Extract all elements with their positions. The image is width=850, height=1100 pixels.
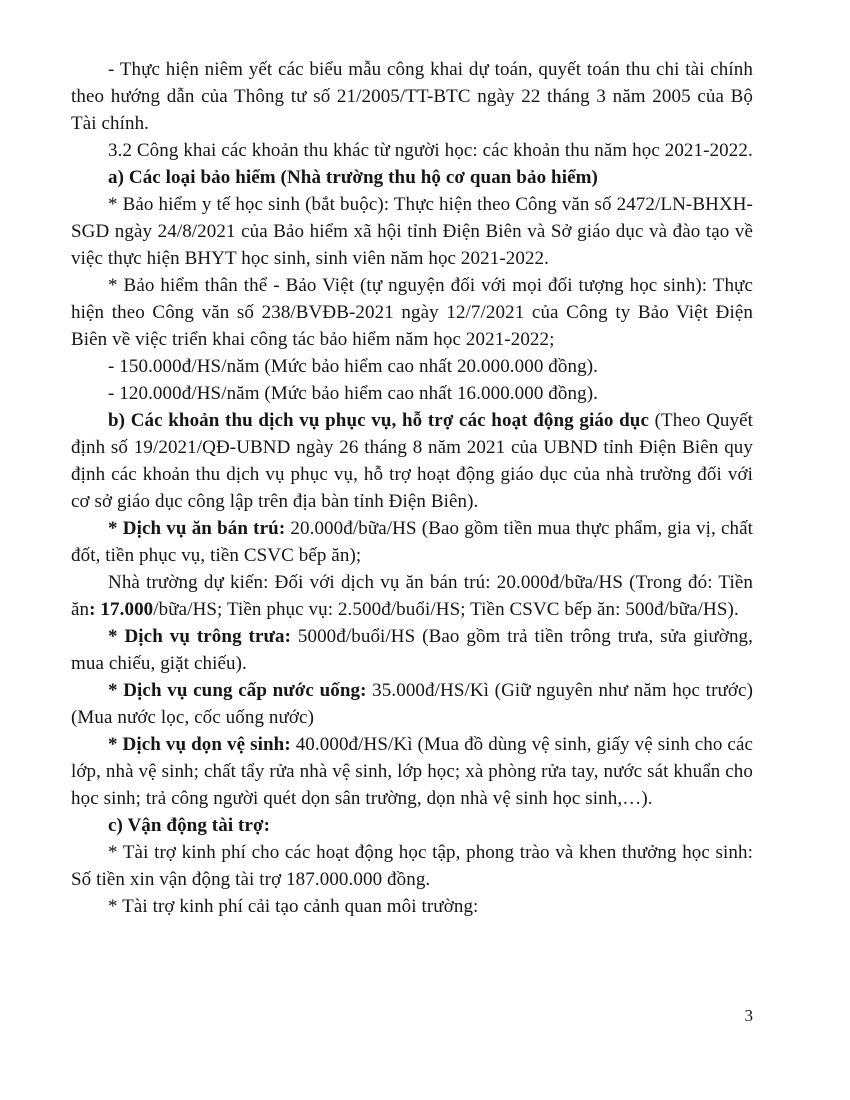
- paragraph: [71, 893, 753, 920]
- text-run: 3.2 Công khai các khoản thu khác từ người học: các khoản thu năm học 2021-2022.: [108, 140, 753, 161]
- text-run: * Bảo hiểm thân thể - Bảo Việt (tự nguyện đối với mọi đối tượng học sinh): Thực hiện theo Công văn số 238/BVĐB-2021 ngày 12/7/2021 của Công ty Bảo Việt Điện Biên về việc triển khai công tác bảo hiểm năm học 2021-2022;: [71, 275, 753, 350]
- paragraph: [71, 623, 753, 677]
- document-body: [71, 56, 753, 920]
- paragraph: [71, 191, 753, 272]
- text-run: - 150.000đ/HS/năm (Mức bảo hiểm cao nhất 20.000.000 đồng).: [108, 356, 598, 377]
- paragraph: [71, 164, 753, 191]
- paragraph: [71, 56, 753, 137]
- text-run: * Bảo hiểm y tế học sinh (bắt buộc): Thực hiện theo Công văn số 2472/LN-BHXH-SGD ngày 24/8/2021 của Bảo hiểm xã hội tỉnh Điện Biên và Sở giáo dục và đào tạo về việc thực hiện BHYT học sinh, sinh viên năm học 2021-2022.: [71, 194, 753, 269]
- paragraph: [71, 569, 753, 623]
- text-run: * Tài trợ kinh phí cho các hoạt động học tập, phong trào và khen thưởng học sinh: Số tiền xin vận động tài trợ 187.000.000 đồng.: [71, 842, 753, 890]
- paragraph: [71, 677, 753, 731]
- paragraph: [71, 731, 753, 812]
- paragraph: [71, 137, 753, 164]
- bold-text-run: a) Các loại bảo hiểm (Nhà trường thu hộ cơ quan bảo hiểm): [108, 167, 598, 188]
- text-run: 5000đ/buổi/HS (Bao gồm trả tiền trông trưa, sửa giường, mua chiếu, giặt chiếu).: [71, 626, 753, 674]
- text-run: 35.000đ/HS/Kì (Giữ nguyên như năm học trước) (Mua nước lọc, cốc uống nước): [71, 680, 753, 728]
- paragraph: [71, 407, 753, 515]
- text-run: 20.000đ/bữa/HS (Bao gồm tiền mua thực phẩm, gia vị, chất đốt, tiền phục vụ, tiền CSVC bếp ăn);: [71, 518, 753, 566]
- bold-text-run: * Dịch vụ trông trưa:: [108, 626, 292, 647]
- text-run: (Theo Quyết định số 19/2021/QĐ-UBND ngày 26 tháng 8 năm 2021 của UBND tỉnh Điện Biên quy định các khoản thu dịch vụ phục vụ, hỗ trợ hoạt động giáo dục của nhà trường đối với cơ sở giáo dục công lập trên địa bàn tỉnh Điện Biên).: [71, 410, 754, 512]
- bold-text-run: b) Các khoản thu dịch vụ phục vụ, hỗ trợ các hoạt động giáo dục: [108, 410, 649, 431]
- bold-text-run: * Dịch vụ dọn vệ sinh:: [108, 734, 291, 755]
- paragraph: [71, 353, 753, 380]
- text-run: /bữa/HS; Tiền phục vụ: 2.500đ/buổi/HS; Tiền CSVC bếp ăn: 500đ/bữa/HS).: [153, 599, 739, 620]
- bold-text-run: * Dịch vụ ăn bán trú:: [108, 518, 286, 539]
- bold-text-run: c) Vận động tài trợ:: [108, 815, 271, 836]
- text-run: 40.000đ/HS/Kì (Mua đồ dùng vệ sinh, giấy vệ sinh cho các lớp, nhà vệ sinh; chất tẩy rửa nhà vệ sinh, lớp học; xà phòng rửa tay, nước sát khuẩn cho học sinh; trả công người quét dọn sân trường, dọn nhà vệ sinh học sinh,…).: [71, 734, 754, 809]
- text-run: * Tài trợ kinh phí cải tạo cảnh quan môi trường:: [108, 896, 479, 917]
- text-run: Nhà trường dự kiến: Đối với dịch vụ ăn bán trú: 20.000đ/bữa/HS (Trong đó: Tiền ăn: [71, 572, 753, 620]
- page-number: 3: [744, 1006, 753, 1025]
- paragraph: [71, 515, 753, 569]
- bold-text-run: : 17.000: [89, 599, 154, 620]
- paragraph: [71, 839, 753, 893]
- bold-text-run: * Dịch vụ cung cấp nước uống:: [108, 680, 367, 701]
- text-run: - 120.000đ/HS/năm (Mức bảo hiểm cao nhất 16.000.000 đồng).: [108, 383, 598, 404]
- paragraph: [71, 812, 753, 839]
- paragraph: [71, 380, 753, 407]
- text-run: - Thực hiện niêm yết các biểu mẫu công khai dự toán, quyết toán thu chi tài chính theo hướng dẫn của Thông tư số 21/2005/TT-BTC ngày 22 tháng 3 năm 2005 của Bộ Tài chính.: [71, 59, 753, 134]
- paragraph: [71, 272, 753, 353]
